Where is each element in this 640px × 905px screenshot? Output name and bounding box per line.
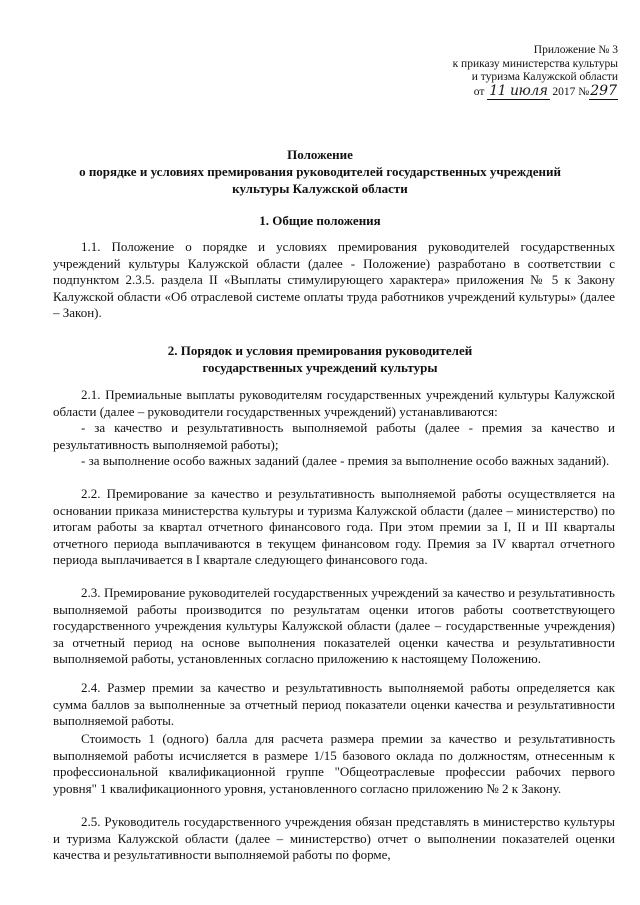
paragraph-2-2: 2.2. Премирование за качество и результативность выполняемой работы осуществляется на основании приказа министерства культуры и туризма Калужской области (далее – министерство) по итогам работы за квартал отчетного финансового года. При этом премии за I, II и III кварталы отчетного периода выплачиваются в текущем финансовом году. Премия за IV квартал отчетного периода выплачивается в I квартале следующего финансового года.	[53, 486, 615, 568]
section-2-heading-line-1: 2. Порядок и условия премирования руководителей	[167, 343, 473, 358]
title-line-1: Положение	[287, 147, 353, 162]
header-date-line	[428, 82, 618, 100]
paragraph-2-3: 2.3. Премирование руководителей государственных учреждений за качество и результативность выполняемой работы производится по результатам оценки итогов работы соответствующего государственного учреждения культуры Калужской области (далее – государственные учреждения) за отчетный период на основе выполнения показателей оценки качества и результативности выполняемой работы, установленных согласно приложению к настоящему Положению.	[53, 585, 615, 667]
section-2-heading	[40, 342, 600, 376]
paragraph-2-4: 2.4. Размер премии за качество и результативность выполняемой работы определяется как сумма баллов за выполненные за отчетный период показатели оценки качества и результативности выполняемой работы.	[53, 680, 615, 729]
paragraph-2-5: 2.5. Руководитель государственного учреждения обязан представлять в министерство культуры и туризма Калужской области (далее – министерство) отчет о выполнении показателей оценки качества и результативности выполняемой работы по форме,	[53, 814, 615, 863]
title-line-2: о порядке и условиях премирования руководителей государственных учреждений	[79, 164, 561, 179]
handwritten-number: 297	[590, 82, 617, 99]
document-title	[40, 146, 600, 197]
approval-header	[428, 44, 618, 99]
header-line-1: Приложение № 3	[533, 44, 618, 56]
section-2-heading-line-2: государственных учреждений культуры	[202, 360, 438, 375]
paragraph-2-1-item-1: - за качество и результативность выполняемой работы (далее - премия за качество и результативность выполняемой работы);	[53, 420, 615, 452]
header-line-3: и туризма Калужской области	[471, 71, 618, 83]
title-line-3: культуры Калужской области	[232, 181, 408, 196]
paragraph-2-1-item-2: - за выполнение особо важных заданий (далее - премия за выполнение особо важных заданий).	[81, 453, 610, 468]
handwritten-date: 11 июля	[489, 82, 548, 99]
date-prefix: от	[473, 85, 485, 98]
number-prefix: №	[578, 85, 590, 98]
paragraph-1-1: 1.1. Положение о порядке и условиях премирования руководителей государственных учреждений культуры Калужской области (далее - Положение) разработано в соответствии с подпунктом 2.3.5. раздела II «Выплаты стимулирующего характера» приложения № 5 к Закону Калужской области «Об отраслевой системе оплаты труда работников учреждений культуры» (далее – Закон).	[53, 239, 615, 321]
section-1-heading: 1. Общие положения	[259, 213, 381, 228]
header-line-2: к приказу министерства культуры	[452, 57, 618, 70]
order-year: 2017	[552, 85, 576, 98]
paragraph-2-4-b: Стоимость 1 (одного) балла для расчета размера премии за качество и результативность выполняемой работы исчисляется в размере 1/15 базового оклада по должностям, отнесенным к профессиональной квалификационной группе "Общеотраслевые профессии рабочих первого уровня" 1 квалификационного уровня, установленного согласно приложению № 2 к Закону.	[53, 731, 615, 796]
paragraph-2-1: 2.1. Премиальные выплаты руководителям государственных учреждений культуры Калужской области (далее – руководители государственных учреждений) устанавливаются:	[53, 387, 615, 419]
